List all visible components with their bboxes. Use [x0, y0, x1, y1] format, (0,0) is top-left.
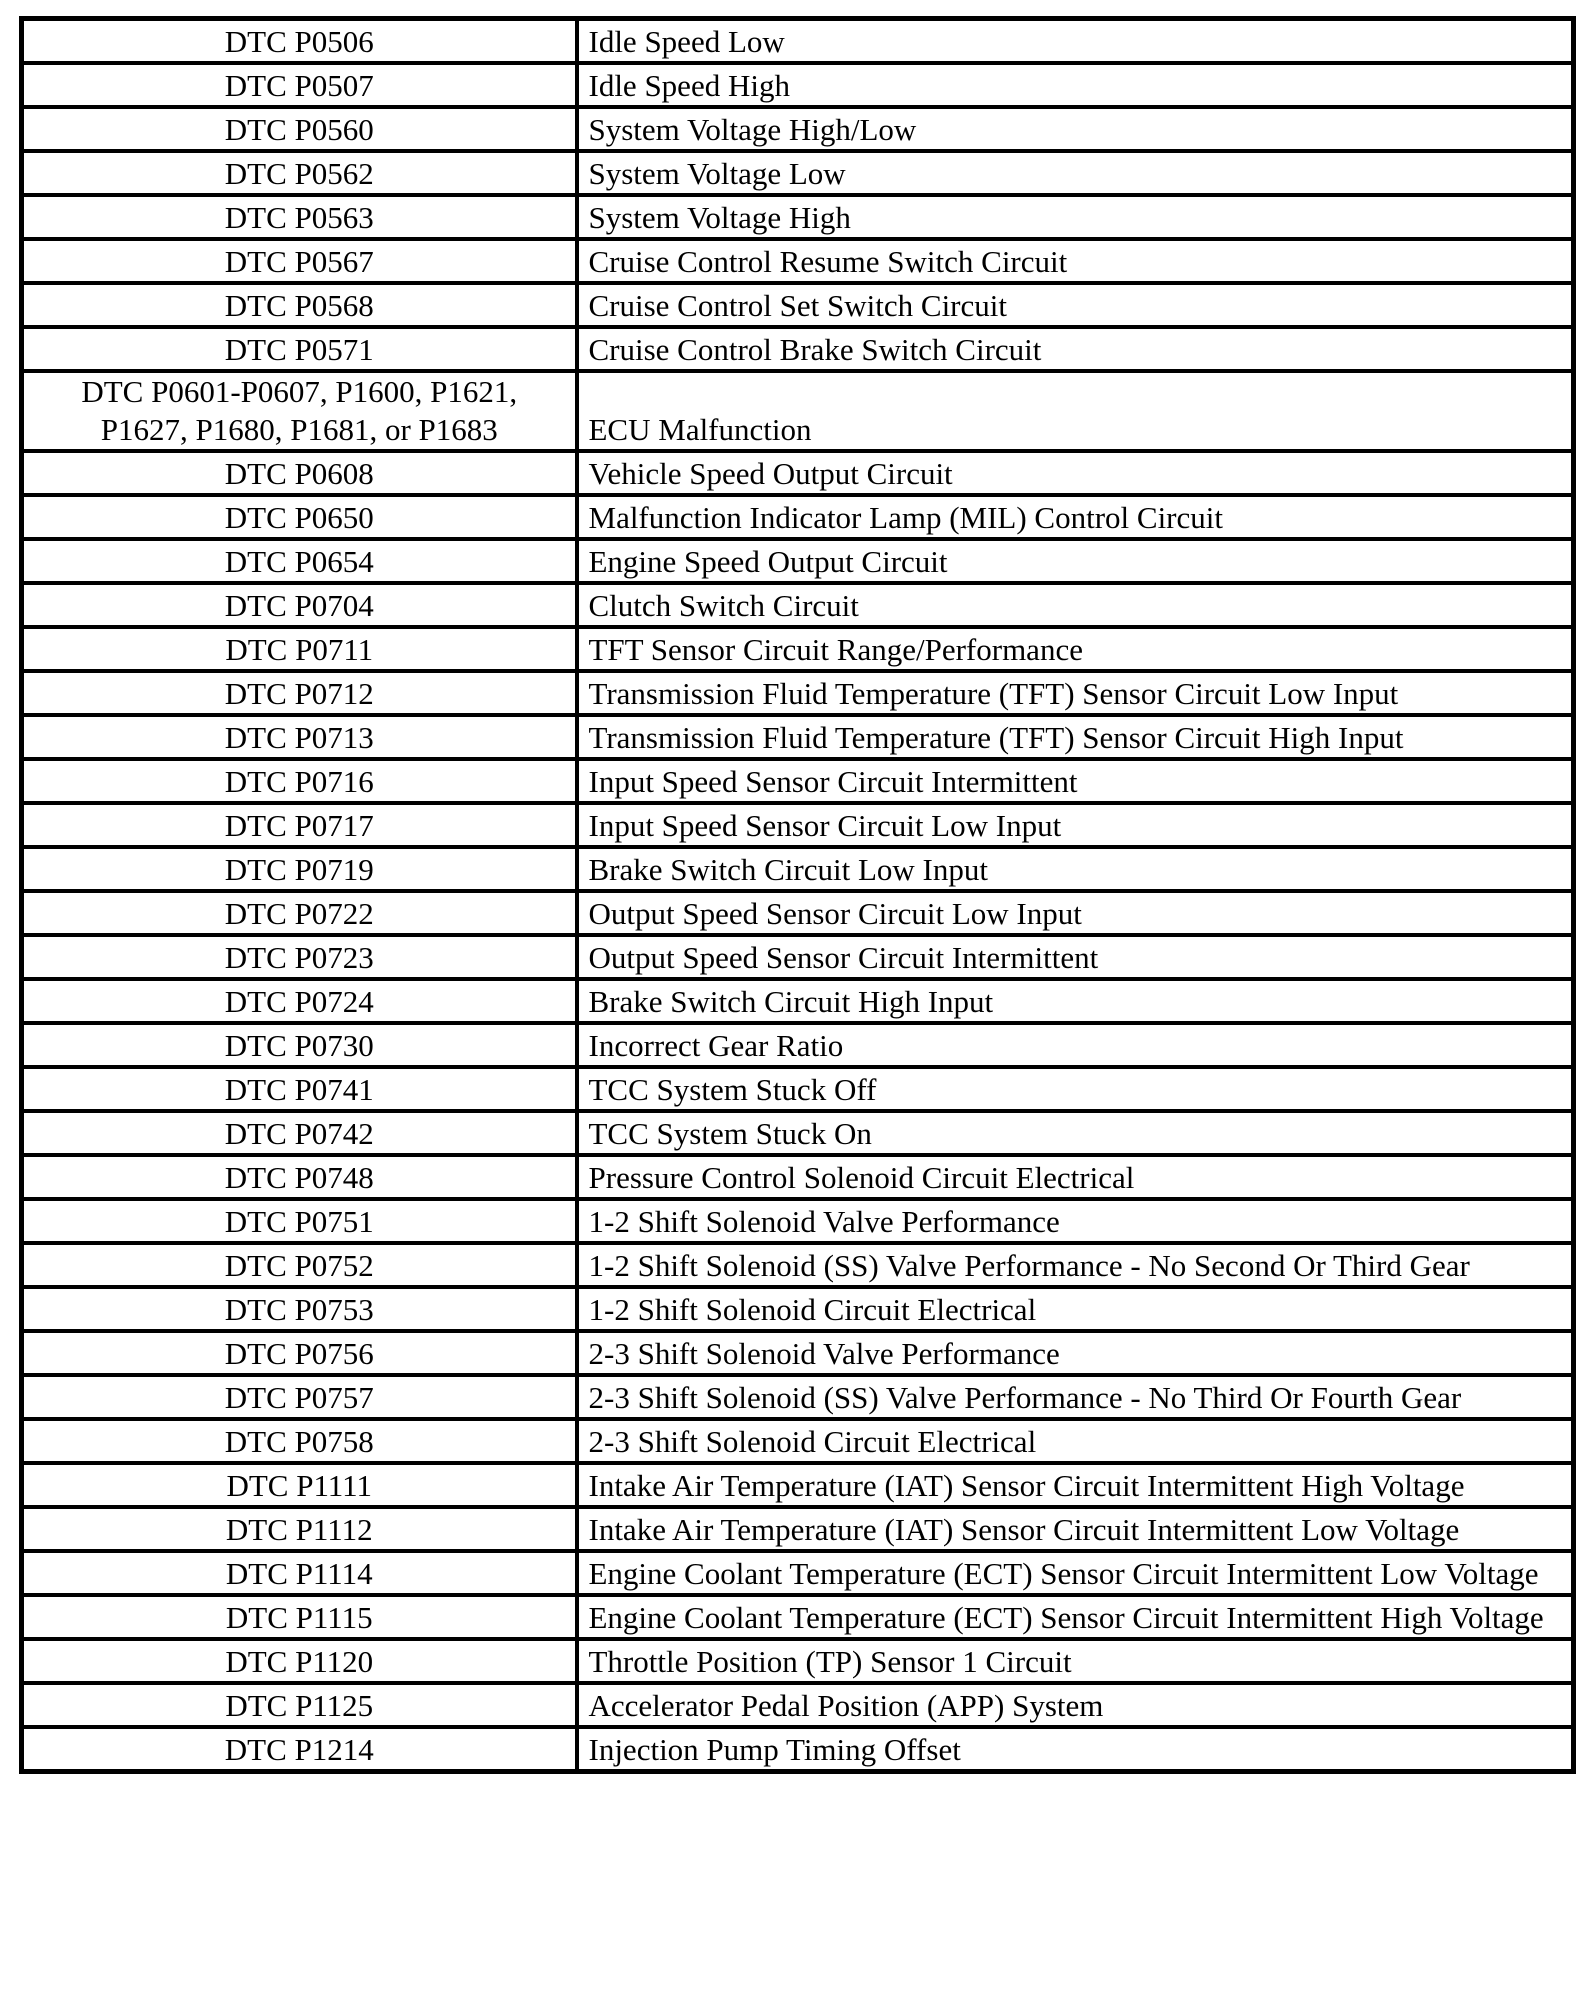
table-row — [22, 759, 1574, 803]
table-row — [22, 1243, 1574, 1287]
dtc-code-cell: DTC P0758 — [22, 1419, 577, 1463]
dtc-description-cell: ECU Malfunction — [577, 371, 1574, 451]
dtc-description-cell: 1-2 Shift Solenoid Circuit Electrical — [577, 1287, 1574, 1331]
dtc-code-cell: DTC P0756 — [22, 1331, 577, 1375]
table-row — [22, 327, 1574, 371]
dtc-code-cell: DTC P0654 — [22, 539, 577, 583]
dtc-code-cell: DTC P0711 — [22, 627, 577, 671]
dtc-code-cell: DTC P1111 — [22, 1463, 577, 1507]
dtc-code-cell: DTC P1112 — [22, 1507, 577, 1551]
dtc-description-cell: 1-2 Shift Solenoid (SS) Valve Performance - No Second Or Third Gear — [577, 1243, 1574, 1287]
dtc-description-cell: Transmission Fluid Temperature (TFT) Sensor Circuit High Input — [577, 715, 1574, 759]
dtc-description-cell: System Voltage High — [577, 195, 1574, 239]
table-row — [22, 1727, 1574, 1772]
dtc-description-cell: Cruise Control Set Switch Circuit — [577, 283, 1574, 327]
dtc-description-cell: Idle Speed High — [577, 63, 1574, 107]
dtc-code-cell: DTC P1125 — [22, 1683, 577, 1727]
dtc-description-cell: Intake Air Temperature (IAT) Sensor Circuit Intermittent Low Voltage — [577, 1507, 1574, 1551]
dtc-code-cell: DTC P1114 — [22, 1551, 577, 1595]
dtc-code-cell: DTC P0713 — [22, 715, 577, 759]
dtc-code-cell: DTC P0752 — [22, 1243, 577, 1287]
dtc-code-cell: DTC P0650 — [22, 495, 577, 539]
dtc-code-cell: DTC P0724 — [22, 979, 577, 1023]
dtc-description-cell: Clutch Switch Circuit — [577, 583, 1574, 627]
dtc-description-cell: Engine Coolant Temperature (ECT) Sensor Circuit Intermittent High Voltage — [577, 1595, 1574, 1639]
table-row — [22, 1463, 1574, 1507]
table-row — [22, 1595, 1574, 1639]
dtc-code-cell: DTC P1214 — [22, 1727, 577, 1772]
dtc-code-cell: DTC P0751 — [22, 1199, 577, 1243]
table-row — [22, 803, 1574, 847]
table-row — [22, 1023, 1574, 1067]
dtc-description-cell: System Voltage High/Low — [577, 107, 1574, 151]
dtc-code-cell: DTC P0506 — [22, 19, 577, 64]
dtc-description-cell: Cruise Control Brake Switch Circuit — [577, 327, 1574, 371]
dtc-description-cell: TCC System Stuck On — [577, 1111, 1574, 1155]
dtc-code-cell: DTC P0601-P0607, P1600, P1621, P1627, P1680, P1681, or P1683 — [22, 371, 577, 451]
table-row — [22, 1111, 1574, 1155]
dtc-description-cell: Accelerator Pedal Position (APP) System — [577, 1683, 1574, 1727]
table-row — [22, 979, 1574, 1023]
dtc-description-cell: Idle Speed Low — [577, 19, 1574, 64]
table-row — [22, 239, 1574, 283]
table-row — [22, 671, 1574, 715]
dtc-code-cell: DTC P0507 — [22, 63, 577, 107]
table-row — [22, 935, 1574, 979]
dtc-table — [19, 16, 1576, 1774]
dtc-description-cell: TCC System Stuck Off — [577, 1067, 1574, 1111]
table-row — [22, 715, 1574, 759]
dtc-description-cell: Injection Pump Timing Offset — [577, 1727, 1574, 1772]
dtc-code-cell: DTC P0712 — [22, 671, 577, 715]
dtc-description-cell: Throttle Position (TP) Sensor 1 Circuit — [577, 1639, 1574, 1683]
dtc-code-cell: DTC P0571 — [22, 327, 577, 371]
dtc-code-cell: DTC P0757 — [22, 1375, 577, 1419]
table-row — [22, 451, 1574, 495]
dtc-description-cell: 1-2 Shift Solenoid Valve Performance — [577, 1199, 1574, 1243]
dtc-table-body — [22, 19, 1574, 1772]
dtc-code-cell: DTC P1115 — [22, 1595, 577, 1639]
table-row — [22, 1551, 1574, 1595]
table-row — [22, 195, 1574, 239]
dtc-description-cell: 2-3 Shift Solenoid Valve Performance — [577, 1331, 1574, 1375]
table-row — [22, 1419, 1574, 1463]
dtc-description-cell: Output Speed Sensor Circuit Intermittent — [577, 935, 1574, 979]
dtc-code-cell: DTC P0748 — [22, 1155, 577, 1199]
dtc-code-cell: DTC P0723 — [22, 935, 577, 979]
dtc-description-cell: Intake Air Temperature (IAT) Sensor Circuit Intermittent High Voltage — [577, 1463, 1574, 1507]
dtc-description-cell: Incorrect Gear Ratio — [577, 1023, 1574, 1067]
table-row — [22, 1683, 1574, 1727]
table-row — [22, 847, 1574, 891]
dtc-code-cell: DTC P0704 — [22, 583, 577, 627]
table-row — [22, 107, 1574, 151]
table-row — [22, 1507, 1574, 1551]
table-row — [22, 891, 1574, 935]
table-row — [22, 627, 1574, 671]
dtc-code-cell: DTC P0722 — [22, 891, 577, 935]
dtc-description-cell: Brake Switch Circuit Low Input — [577, 847, 1574, 891]
dtc-code-cell: DTC P0562 — [22, 151, 577, 195]
dtc-description-cell: Input Speed Sensor Circuit Low Input — [577, 803, 1574, 847]
dtc-code-cell: DTC P0741 — [22, 1067, 577, 1111]
dtc-code-cell: DTC P0716 — [22, 759, 577, 803]
dtc-code-cell: DTC P1120 — [22, 1639, 577, 1683]
dtc-description-cell: Engine Speed Output Circuit — [577, 539, 1574, 583]
dtc-description-cell: Vehicle Speed Output Circuit — [577, 451, 1574, 495]
dtc-description-cell: System Voltage Low — [577, 151, 1574, 195]
dtc-description-cell: 2-3 Shift Solenoid (SS) Valve Performance - No Third Or Fourth Gear — [577, 1375, 1574, 1419]
dtc-description-cell: Output Speed Sensor Circuit Low Input — [577, 891, 1574, 935]
dtc-description-cell: Engine Coolant Temperature (ECT) Sensor Circuit Intermittent Low Voltage — [577, 1551, 1574, 1595]
table-row — [22, 539, 1574, 583]
dtc-code-cell: DTC P0563 — [22, 195, 577, 239]
dtc-description-cell: Pressure Control Solenoid Circuit Electrical — [577, 1155, 1574, 1199]
dtc-code-cell: DTC P0560 — [22, 107, 577, 151]
dtc-description-cell: Brake Switch Circuit High Input — [577, 979, 1574, 1023]
table-row — [22, 1375, 1574, 1419]
dtc-code-cell: DTC P0608 — [22, 451, 577, 495]
dtc-code-cell: DTC P0730 — [22, 1023, 577, 1067]
table-row — [22, 283, 1574, 327]
table-row — [22, 1331, 1574, 1375]
dtc-code-cell: DTC P0717 — [22, 803, 577, 847]
table-row — [22, 1155, 1574, 1199]
dtc-description-cell: Input Speed Sensor Circuit Intermittent — [577, 759, 1574, 803]
dtc-description-cell: 2-3 Shift Solenoid Circuit Electrical — [577, 1419, 1574, 1463]
dtc-description-cell: TFT Sensor Circuit Range/Performance — [577, 627, 1574, 671]
table-row — [22, 19, 1574, 64]
dtc-code-cell: DTC P0719 — [22, 847, 577, 891]
table-row — [22, 371, 1574, 451]
dtc-description-cell: Malfunction Indicator Lamp (MIL) Control Circuit — [577, 495, 1574, 539]
dtc-code-cell: DTC P0742 — [22, 1111, 577, 1155]
dtc-code-cell: DTC P0567 — [22, 239, 577, 283]
table-row — [22, 583, 1574, 627]
dtc-code-cell: DTC P0753 — [22, 1287, 577, 1331]
table-row — [22, 63, 1574, 107]
dtc-code-cell: DTC P0568 — [22, 283, 577, 327]
table-row — [22, 1199, 1574, 1243]
table-row — [22, 1067, 1574, 1111]
dtc-description-cell: Cruise Control Resume Switch Circuit — [577, 239, 1574, 283]
dtc-description-cell: Transmission Fluid Temperature (TFT) Sensor Circuit Low Input — [577, 671, 1574, 715]
table-row — [22, 495, 1574, 539]
table-row — [22, 1639, 1574, 1683]
table-row — [22, 1287, 1574, 1331]
table-row — [22, 151, 1574, 195]
